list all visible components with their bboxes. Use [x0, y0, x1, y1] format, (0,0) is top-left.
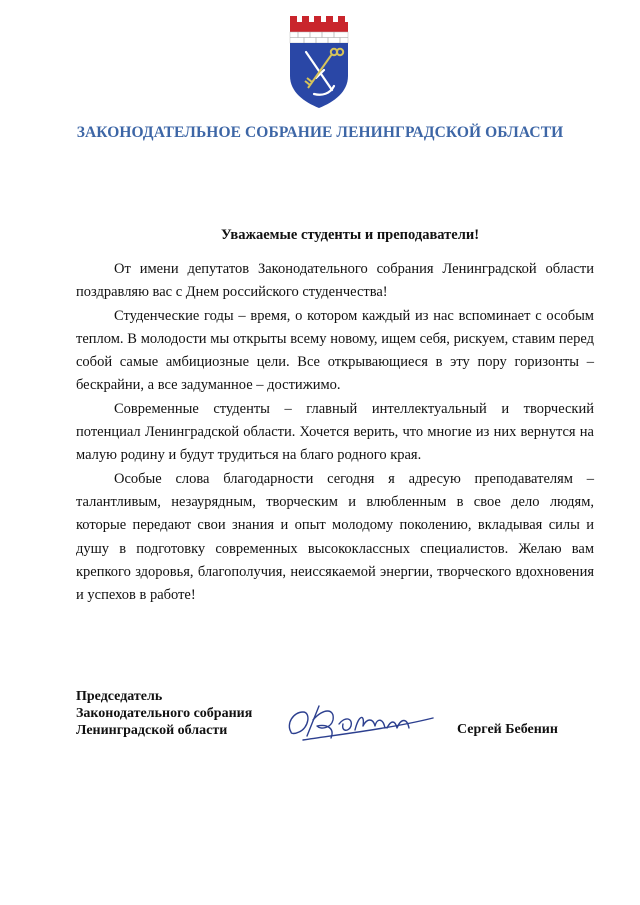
salutation: Уважаемые студенты и преподаватели!: [220, 227, 480, 243]
position-line: Председатель: [76, 689, 163, 704]
signer-name: Сергей Бебенин: [457, 722, 558, 737]
signer-position: [76, 688, 252, 739]
position-line: Законодательного собрания: [76, 706, 253, 721]
letter-paragraph: От имени депутатов Законодательного собрания Ленинградской области поздравляю вас с Днем российского студенчества!: [76, 261, 594, 301]
organization-title: ЗАКОНОДАТЕЛЬНОЕ СОБРАНИЕ ЛЕНИНГРАДСКОЙ ОБЛАСТИ: [76, 124, 564, 141]
position-line: Ленинградской области: [76, 723, 228, 738]
handwritten-signature-icon: [283, 698, 443, 748]
coat-of-arms-icon: [288, 14, 350, 110]
letter-paragraph: Особые слова благодарности сегодня я адресую преподавателям – талантливым, незаурядным, творческим и влюбленным в свое дело людям, которые передают свои знания и опыт молодому поколению, вкладывая силы и душу в подготовку современных высококлассных специалистов. Желаю вам крепкого здоровья, благополучия, неиссякаемой энергии, творческого вдохновения и успехов в работе!: [76, 470, 594, 604]
letter-paragraph: Студенческие годы – время, о котором каждый из нас вспоминает с особым теплом. В молодости мы открыты всему новому, ищем себя, рискуем, ставим перед собой самые амбициозные цели. Все открывающиеся в эту пору горизонты – бескрайни, а все задуманное – достижимо.: [76, 307, 594, 394]
letter-paragraph: Современные студенты – главный интеллектуальный и творческий потенциал Ленинградской области. Хочется верить, что многие из них вернутся на малую родину и будут трудиться на благо родного края.: [76, 400, 594, 464]
letter-body: [76, 258, 594, 607]
